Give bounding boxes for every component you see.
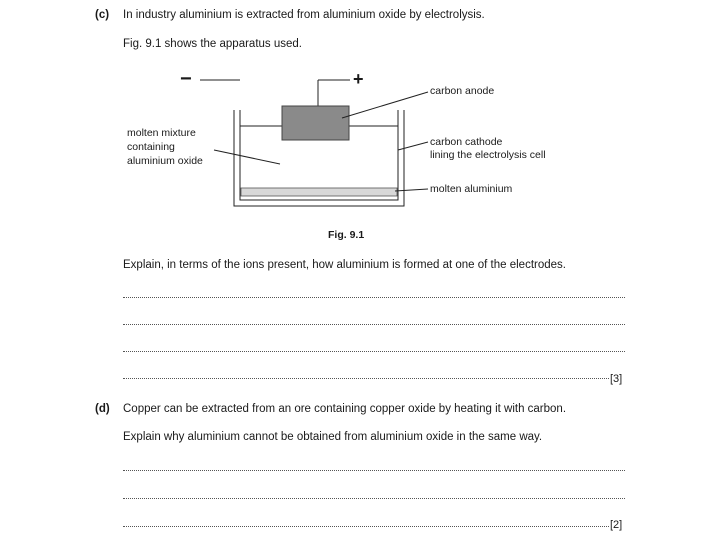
label-molten-aluminium: molten aluminium: [430, 183, 513, 195]
part-d-intro: Copper can be extracted from an ore containing copper oxide by heating it with carbon.: [123, 403, 567, 415]
part-d-marks: [2]: [610, 519, 623, 531]
part-d-label: (d): [95, 403, 110, 415]
answer-line[interactable]: [123, 314, 625, 325]
positive-terminal-sign: +: [353, 69, 364, 89]
molten-al-leader-line: [395, 189, 428, 191]
figure-caption: Fig. 9.1: [328, 229, 365, 241]
label-cathode-lining: lining the electrolysis cell: [430, 149, 546, 161]
figure-reference: Fig. 9.1 shows the apparatus used.: [123, 38, 302, 50]
answer-line[interactable]: [123, 341, 625, 352]
part-d-question: Explain why aluminium cannot be obtained from aluminium oxide in the same way.: [123, 431, 543, 443]
part-c-intro: In industry aluminium is extracted from aluminium oxide by electrolysis.: [123, 9, 485, 21]
label-molten-mixture: molten mixture: [127, 127, 196, 139]
molten-aluminium-layer: [241, 188, 397, 196]
label-carbon-anode: carbon anode: [430, 85, 495, 97]
answer-line[interactable]: [123, 516, 609, 527]
answer-line[interactable]: [123, 488, 625, 499]
answer-line[interactable]: [123, 287, 625, 298]
answer-line[interactable]: [123, 460, 625, 471]
part-c-question: Explain, in terms of the ions present, how aluminium is formed at one of the electrodes.: [123, 259, 566, 271]
carbon-anode-block: [282, 106, 349, 140]
part-c-marks: [3]: [610, 373, 623, 385]
part-c-label: (c): [95, 9, 110, 21]
label-aluminium-oxide: aluminium oxide: [127, 155, 203, 167]
mixture-leader-line: [214, 150, 280, 164]
label-carbon-cathode: carbon cathode: [430, 136, 503, 148]
answer-line[interactable]: [123, 368, 609, 379]
negative-terminal-sign: −: [180, 68, 192, 90]
label-containing: containing: [127, 141, 175, 153]
anode-leader-line: [342, 92, 428, 118]
cathode-leader-line: [398, 142, 428, 150]
